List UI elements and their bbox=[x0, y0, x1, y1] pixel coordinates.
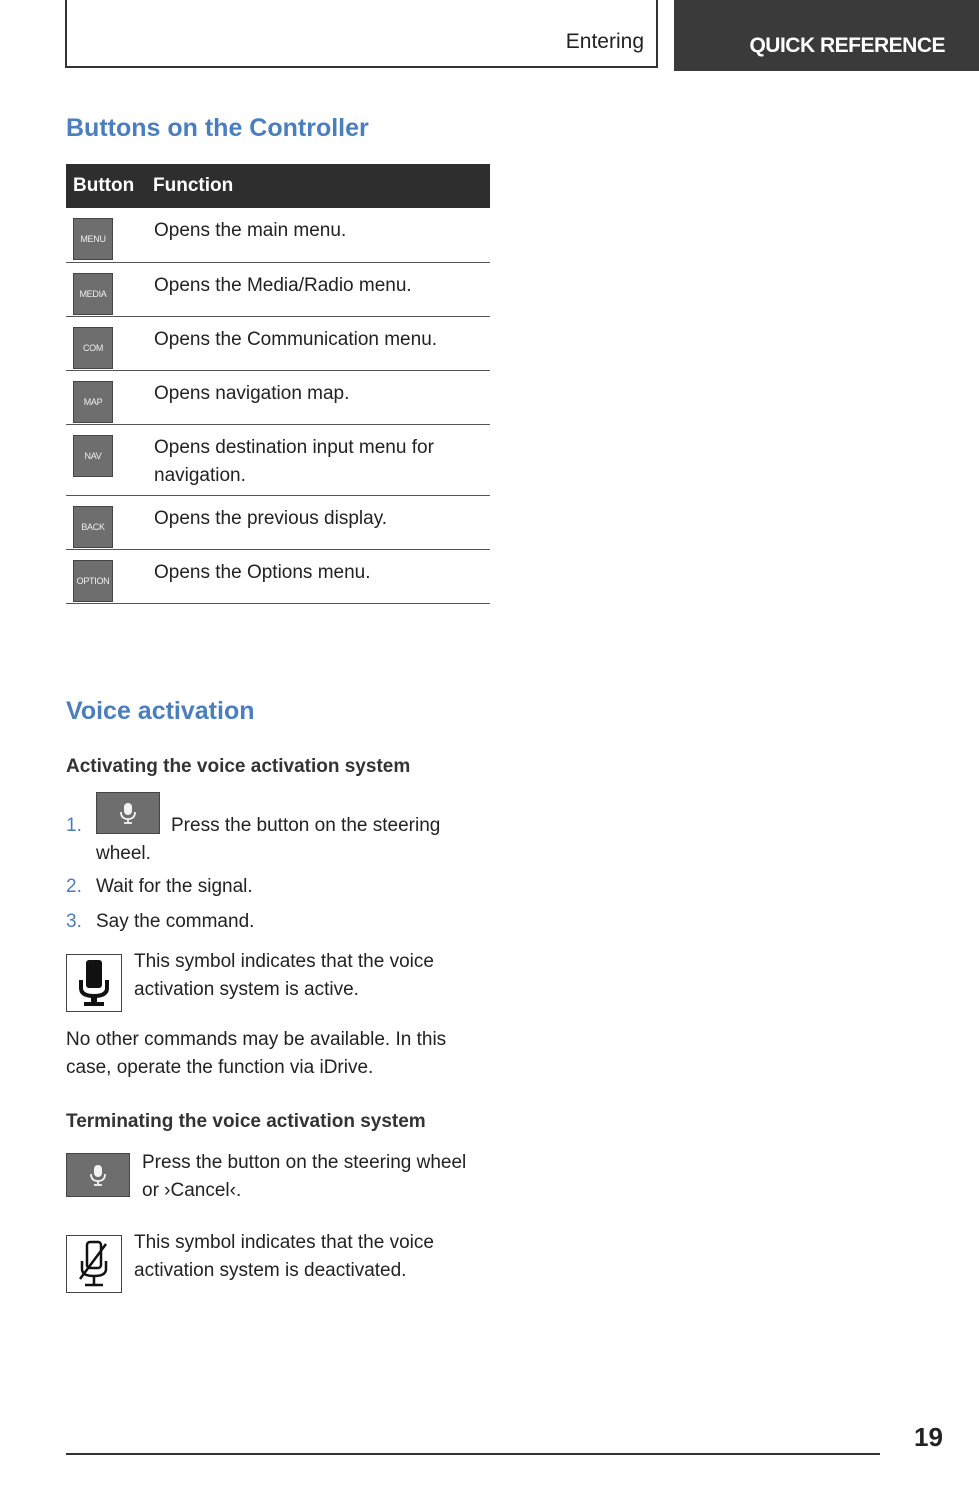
step-text: Press the button on the steering wheel. bbox=[96, 815, 441, 864]
step-text: Say the command. bbox=[96, 911, 255, 932]
function-cell: Opens the previous display. bbox=[148, 495, 490, 549]
media-button-icon: MEDIA bbox=[73, 273, 113, 315]
table-header-row bbox=[66, 164, 490, 208]
button-cell bbox=[66, 208, 148, 262]
map-button-icon: MAP bbox=[73, 381, 113, 423]
step-number: 2. bbox=[66, 876, 82, 897]
button-cell bbox=[66, 262, 148, 316]
other-commands-note: No other commands may be available. In this case, operate the function via iDrive. bbox=[66, 1029, 447, 1078]
microphone-active-icon bbox=[76, 958, 112, 1008]
steering-wheel-voice-button bbox=[66, 1153, 130, 1197]
voice-active-symbol bbox=[66, 954, 122, 1012]
column-header-button: Button bbox=[66, 164, 148, 208]
function-cell: Opens navigation map. bbox=[148, 370, 490, 424]
button-cell bbox=[66, 370, 148, 424]
button-cell bbox=[66, 424, 148, 495]
footer-rule bbox=[66, 1453, 880, 1455]
microphone-crossed-icon bbox=[76, 1239, 112, 1289]
running-header bbox=[65, 0, 658, 68]
microphone-icon bbox=[89, 1164, 107, 1186]
voice-active-note: This symbol indicates that the voice activation system is active. bbox=[134, 951, 434, 1000]
step-number: 1. bbox=[66, 815, 82, 836]
option-button-icon: OPTION bbox=[73, 560, 113, 602]
step-text: Wait for the signal. bbox=[96, 876, 253, 897]
function-cell: Opens destination input menu for navigation. bbox=[148, 424, 490, 495]
voice-heading: Voice activation bbox=[66, 697, 255, 725]
function-cell: Opens the Media/Radio menu. bbox=[148, 262, 490, 316]
header-section-title: Entering bbox=[565, 30, 644, 53]
button-cell bbox=[66, 549, 148, 603]
terminate-instruction: Press the button on the steering wheel or ›Cancel‹. bbox=[142, 1152, 467, 1201]
function-cell: Opens the Communication menu. bbox=[148, 316, 490, 370]
nav-button-icon: NAV bbox=[73, 435, 113, 477]
terminating-heading: Terminating the voice activation system bbox=[66, 1111, 426, 1132]
voice-deactivated-note: This symbol indicates that the voice activation system is deactivated. bbox=[134, 1232, 434, 1281]
table-row bbox=[66, 370, 490, 424]
controller-buttons-table bbox=[66, 164, 490, 604]
column-header-function: Function bbox=[148, 164, 490, 208]
menu-button-icon: MENU bbox=[73, 218, 113, 260]
controller-heading: Buttons on the Controller bbox=[66, 114, 369, 142]
table-row bbox=[66, 495, 490, 549]
table-row bbox=[66, 208, 490, 262]
button-cell bbox=[66, 495, 148, 549]
voice-deactivated-symbol bbox=[66, 1235, 122, 1293]
table-row bbox=[66, 424, 490, 495]
step-number: 3. bbox=[66, 911, 82, 932]
button-cell bbox=[66, 316, 148, 370]
table-row bbox=[66, 549, 490, 603]
table-row bbox=[66, 316, 490, 370]
function-cell: Opens the main menu. bbox=[148, 208, 490, 262]
com-button-icon: COM bbox=[73, 327, 113, 369]
chapter-title: QUICK REFERENCE bbox=[749, 34, 945, 57]
table-row bbox=[66, 262, 490, 316]
function-cell: Opens the Options menu. bbox=[148, 549, 490, 603]
chapter-tab bbox=[674, 0, 979, 71]
back-button-icon: BACK bbox=[73, 506, 113, 548]
activating-heading: Activating the voice activation system bbox=[66, 756, 411, 777]
page-number: 19 bbox=[914, 1422, 943, 1452]
